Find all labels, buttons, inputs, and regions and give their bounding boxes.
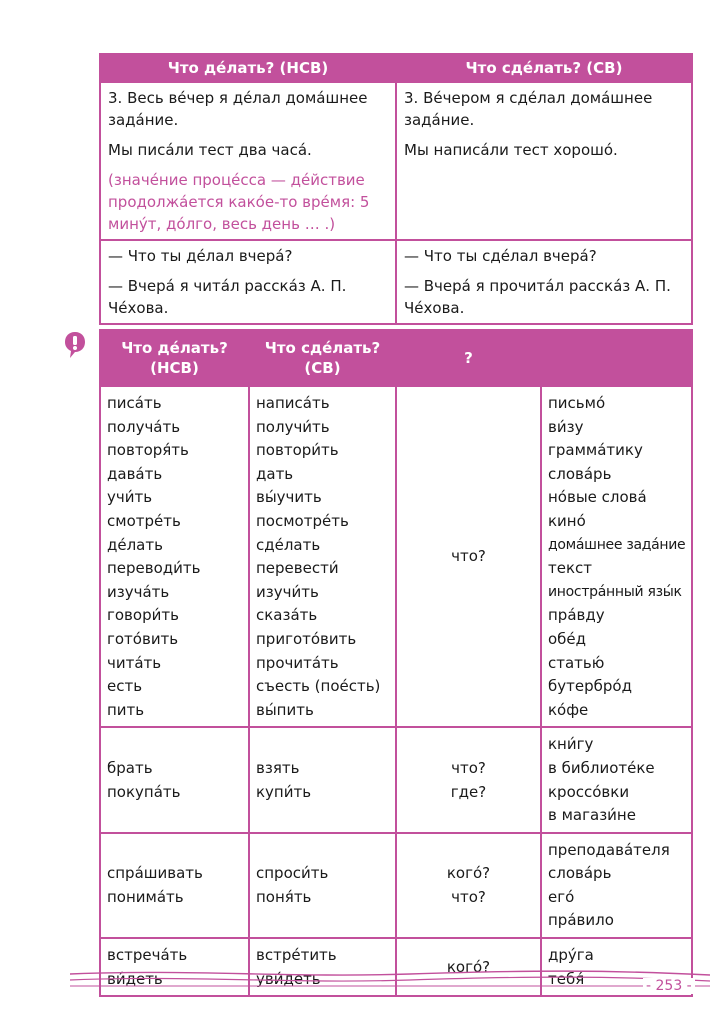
verb: изуча́ть — [107, 582, 170, 601]
table-row — [100, 727, 692, 832]
object-cell — [541, 727, 692, 832]
object-word: дома́шнее зада́ние — [548, 536, 686, 553]
verb: повтори́ть — [256, 441, 339, 460]
object-word: в библиоте́ке — [548, 758, 655, 777]
table-row — [100, 833, 692, 938]
question-word: кого́? — [446, 864, 491, 883]
question-cell — [396, 833, 541, 938]
verb-pairs-table — [99, 329, 693, 997]
verb: пригото́вить — [256, 629, 357, 648]
example-sentence: 3. Ве́чером я сде́лал дома́шнее зада́ние. — [404, 89, 653, 129]
footer-decoration — [70, 968, 710, 992]
verb: изучи́ть — [256, 582, 319, 601]
object-word: ви́зу — [548, 417, 584, 436]
dialog-sv-cell — [396, 240, 692, 324]
header-nsv: Что де́лать? (НСВ) — [100, 54, 396, 82]
object-word: дру́га — [548, 946, 594, 965]
verb: прочита́ть — [256, 653, 339, 672]
verb: вы́учить — [256, 488, 322, 507]
sv-verbs — [249, 386, 396, 727]
header-question: ? — [396, 330, 541, 386]
sv-verbs — [249, 727, 396, 832]
object-word: пра́вило — [548, 911, 614, 930]
verb: гото́вить — [107, 629, 179, 648]
verb: де́лать — [107, 535, 163, 554]
example-sentence: 3. Весь ве́чер я де́лал дома́шнее зада́ние. — [108, 89, 368, 129]
verb: брать — [107, 758, 153, 777]
verb: покупа́ть — [107, 782, 181, 801]
verb: чита́ть — [107, 653, 162, 672]
nsv-verbs — [100, 386, 249, 727]
dialog-question: — Что ты де́лал вчера́? — [108, 247, 293, 265]
verb: смотре́ть — [107, 511, 181, 530]
object-cell — [541, 386, 692, 727]
sv-verbs — [249, 833, 396, 938]
example-sentence: Мы писа́ли тест два часа́. — [108, 141, 312, 159]
verb: вы́пить — [256, 700, 314, 719]
dialog-answer: — Вчера́ я чита́л расска́з А. П. Че́хова. — [108, 277, 347, 317]
verb: говори́ть — [107, 606, 179, 625]
process-note: (значе́ние проце́сса — де́йствие продолжа́ется како́е-то вре́мя: 5 мину́т, до́лго, весь день … .) — [108, 171, 370, 233]
verb: пить — [107, 700, 145, 719]
verb: уви́деть — [256, 969, 321, 988]
header-sv: Что сде́лать? (СВ) — [249, 330, 396, 386]
verb: ви́деть — [107, 969, 163, 988]
table-row — [100, 386, 692, 727]
object-word: бутербро́д — [548, 677, 632, 696]
verb: сде́лать — [256, 535, 321, 554]
header-nsv: Что де́лать? (НСВ) — [100, 330, 249, 386]
verb: учи́ть — [107, 488, 153, 507]
header-sv: Что сде́лать? (СВ) — [396, 54, 692, 82]
verb: дава́ть — [107, 464, 163, 483]
verb: понима́ть — [107, 887, 184, 906]
object-word: его́ — [548, 887, 575, 906]
object-word: слова́рь — [548, 864, 612, 883]
question-cell — [396, 386, 541, 727]
verb: взять — [256, 758, 300, 777]
verb: посмотре́ть — [256, 511, 349, 530]
verb: поня́ть — [256, 887, 312, 906]
object-word: статью́ — [548, 653, 605, 672]
verb: есть — [107, 677, 143, 696]
object-word: слова́рь — [548, 464, 612, 483]
object-word: иностра́нный язы́к — [548, 583, 682, 600]
verb: встре́тить — [256, 946, 337, 965]
verb: съесть (пое́сть) — [256, 677, 381, 696]
example-nsv-cell — [100, 82, 396, 240]
verb: повторя́ть — [107, 441, 189, 460]
question-word: что? — [451, 887, 486, 906]
verb: сказа́ть — [256, 606, 318, 625]
object-word: пра́вду — [548, 606, 605, 625]
object-word: текст — [548, 559, 593, 578]
verb: получа́ть — [107, 417, 181, 436]
object-word: грамма́тику — [548, 441, 643, 460]
verb: получи́ть — [256, 417, 330, 436]
object-cell — [541, 833, 692, 938]
nsv-verbs — [100, 833, 249, 938]
verb: переводи́ть — [107, 559, 201, 578]
object-word: кни́гу — [548, 735, 594, 754]
verb: купи́ть — [256, 782, 312, 801]
object-word: обе́д — [548, 629, 587, 648]
object-word: тебя́ — [548, 969, 585, 988]
question-word: где? — [450, 782, 487, 801]
example-sv-cell — [396, 82, 692, 240]
exclamation-icon — [64, 331, 86, 359]
verb: встреча́ть — [107, 946, 188, 965]
verb: писа́ть — [107, 394, 162, 412]
question-word: что? — [451, 758, 486, 777]
object-word: ко́фе — [548, 700, 589, 719]
nsv-verbs — [100, 727, 249, 832]
dialog-nsv-cell — [100, 240, 396, 324]
object-word: кино́ — [548, 511, 586, 530]
dialog-question: — Что ты сде́лал вчера́? — [404, 247, 597, 265]
example-sentence: Мы написа́ли тест хорошо́. — [404, 141, 618, 159]
question-cell — [396, 727, 541, 832]
object-word: кроссо́вки — [548, 782, 630, 801]
question-word: что? — [451, 547, 486, 566]
dialog-answer: — Вчера́ я прочита́л расска́з А. П. Че́хова. — [404, 277, 671, 317]
page-number: - 253 - — [643, 978, 695, 994]
object-word: преподава́теля — [548, 840, 670, 859]
verb: дать — [256, 464, 294, 483]
aspect-comparison-table — [99, 53, 693, 325]
object-word: письмо́ — [548, 394, 606, 412]
question-word: кого́? — [446, 957, 491, 976]
object-word: в магази́не — [548, 806, 636, 825]
header-object — [541, 330, 692, 386]
verb: написа́ть — [256, 394, 330, 412]
verb: перевести́ — [256, 559, 339, 578]
object-word: но́вые слова́ — [548, 488, 647, 507]
verb: спра́шивать — [107, 864, 203, 883]
verb: спроси́ть — [256, 864, 329, 883]
